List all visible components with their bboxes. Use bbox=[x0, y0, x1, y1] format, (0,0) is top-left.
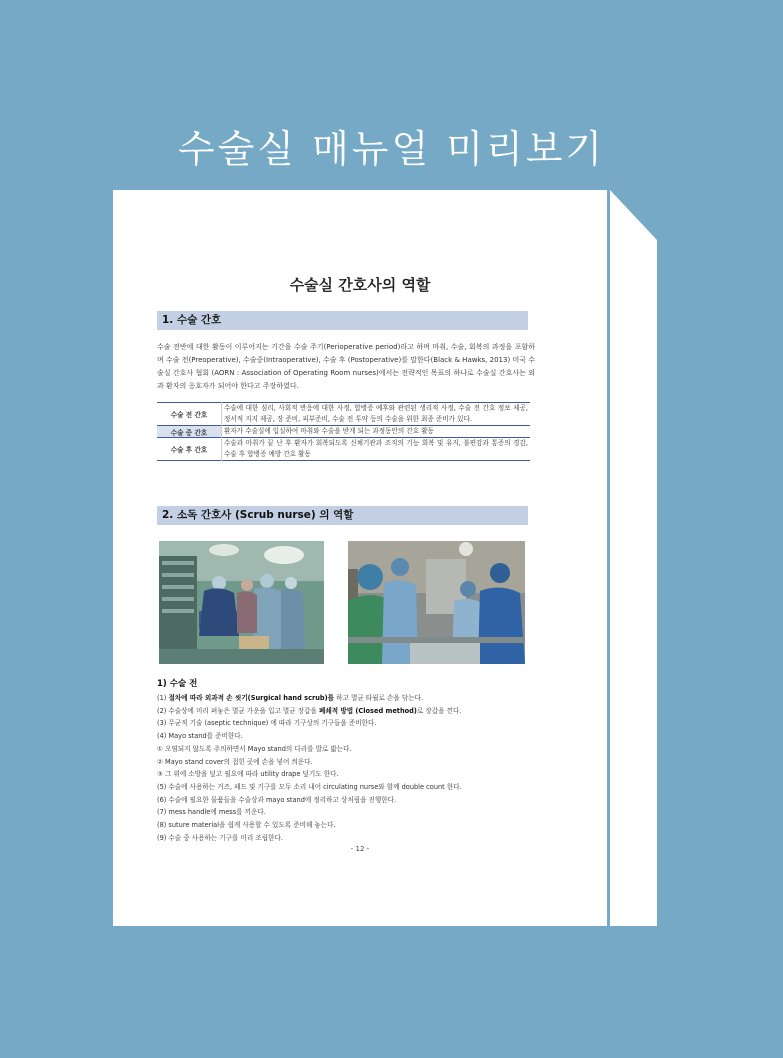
operating-room-photo-2 bbox=[348, 541, 525, 664]
page-number: - 12 - bbox=[350, 845, 370, 853]
list-item: (3) 무균적 기술 (aseptic technique) 에 따라 기구상의 기구들을 준비한다. bbox=[157, 719, 377, 728]
table-row bbox=[157, 403, 530, 426]
section-heading-nursing: 1. 수술 간호 bbox=[157, 311, 528, 330]
list-item: ① 오염되지 않도록 주의하면서 Mayo stand의 다리를 발로 밟는다. bbox=[157, 744, 352, 753]
list-item: (8) suture material을 쉽게 사용할 수 있도록 준비해 놓는다. bbox=[157, 821, 336, 830]
operating-room-photo-1 bbox=[159, 541, 324, 664]
preop-step-list bbox=[157, 692, 557, 844]
table-row-text: 환자가 수술실에 입실하여 마취와 수술을 받게 되는 과정동안의 간호 활동 bbox=[222, 426, 531, 438]
list-item: (9) 수술 중 사용하는 기구를 미리 조립한다. bbox=[157, 833, 283, 842]
list-item: (4) Mayo stand를 준비한다. bbox=[157, 732, 243, 741]
list-item: (2) 수술상에 미리 펴놓은 멸균 가운을 입고 멸균 장갑을 폐쇄적 방법 (Closed method)로 장갑을 낀다. bbox=[157, 706, 462, 715]
section-heading-scrub-nurse: 2. 소독 간호사 (Scrub nurse) 의 역할 bbox=[157, 506, 528, 525]
back-page-sheet bbox=[610, 190, 657, 926]
table-row-label: 수술 전 간호 bbox=[170, 411, 208, 419]
subsection-heading-preop: 1) 수술 전 bbox=[157, 679, 198, 689]
table-row-label: 수술 후 간호 bbox=[170, 446, 208, 454]
document-title: 수술실 간호사의 역할 bbox=[289, 276, 431, 294]
list-item: (6) 수술에 필요한 물품들을 수술상과 mayo stand에 정리하고 상처림을 진행한다. bbox=[157, 795, 397, 804]
list-item: (5) 수술에 사용하는 거즈, 패드 및 기구를 모두 소리 내어 circulating nurse와 함께 double count 한다. bbox=[157, 782, 462, 791]
list-item: ② Mayo stand cover의 접힌 곳에 손을 넣어 씌운다. bbox=[157, 757, 313, 766]
table-row bbox=[157, 426, 530, 438]
table-row-text: 수술과 마취가 끝 난 후 환자가 회복되도록 신체기관과 조직의 기능 회복 및 유지, 불편감과 통증의 경감, 수술 후 합병증 예방 간호 활동 bbox=[222, 438, 531, 461]
table-row-label: 수술 중 간호 bbox=[157, 426, 222, 438]
document-page bbox=[113, 190, 607, 926]
nursing-phase-table bbox=[157, 402, 530, 461]
list-item: ③ 그 위에 소방을 덮고 필요에 따라 utility drape 덮기도 한다. bbox=[157, 770, 339, 779]
table-row-text: 수술에 대한 심리, 사회적 반응에 대한 사정, 합병증 예후와 관련된 생리적 사정, 수술 전 간호 정보 제공, 정서적 지지 제공, 장 준비, 피부준비, 수술 전 투약 등의 수술을 위한 최종 준비가 있다. bbox=[222, 403, 531, 426]
preview-title: 수술실 매뉴얼 미리보기 bbox=[177, 127, 606, 171]
table-row bbox=[157, 438, 530, 461]
intro-paragraph: 수술 전반에 대한 활동이 이루어지는 기간을 수술 주기(Perioperative period)라고 하며 마취, 수술, 회복의 과정을 포함하며 수술 전(Preoperative), 수술중(Intraoperative), 수술 후 (Postoperative)를 말한다(Black & Hawks, 2013) 미국 수술실 간호사 협회 (AORN : Association of Operating Room nurses)에서는 전략적인 목표의 하나로 수술실 간호사는 외과 환자의 옹호자가 되어야 한다고 주장하였다. bbox=[157, 343, 535, 390]
list-item: (1) 절차에 따라 외과적 손 씻기(Surgical hand scrub)를 하고 멸균 타월로 손을 닦는다. bbox=[157, 694, 424, 702]
list-item: (7) mess handle에 mess를 끼운다. bbox=[157, 808, 266, 817]
